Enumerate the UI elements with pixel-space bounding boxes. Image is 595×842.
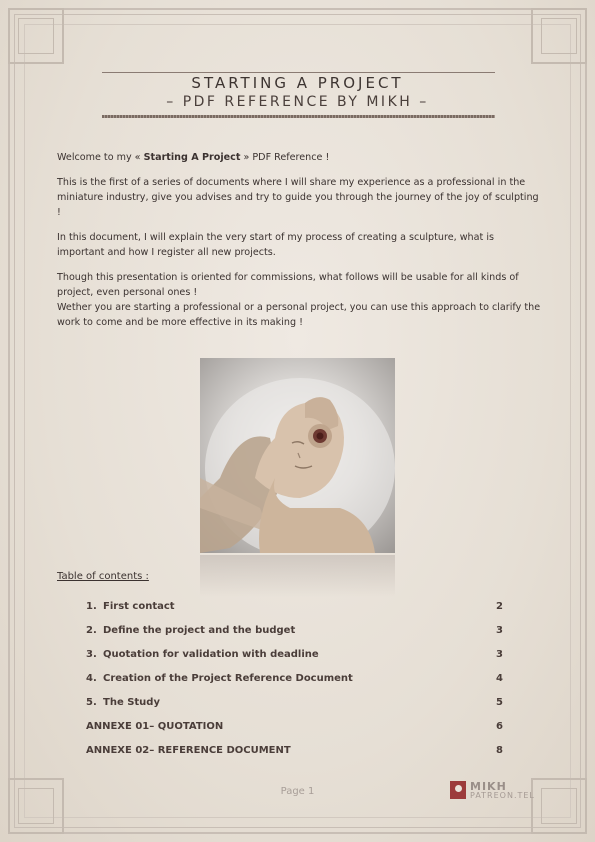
toc-entry[interactable] — [86, 697, 503, 711]
intro-paragraph-welcome: Welcome to my « Starting A Project » PDF Reference ! — [57, 152, 330, 163]
toc-entry-page: 5 — [496, 697, 503, 708]
toc-entry-number: 1. — [86, 601, 97, 612]
intro-paragraph: This is the first of a series of documents where I will share my experience as a professional in the miniature industry, give you advises and try to guide you through the journey of the joy of sculpting ! — [57, 177, 539, 218]
toc-entry-page: 2 — [496, 601, 503, 612]
sculpture-illustration — [200, 358, 395, 553]
header-rule-top — [102, 72, 495, 73]
toc-entry[interactable] — [86, 625, 503, 639]
toc-heading: Table of contents : — [57, 571, 149, 582]
logo-name: MIKH — [470, 780, 507, 793]
logo-mark-icon — [450, 781, 466, 799]
toc-entry-number: 4. — [86, 673, 97, 684]
toc-entry-title: Creation of the Project Reference Document — [103, 673, 353, 684]
toc-entry-title: First contact — [103, 601, 175, 612]
photo-reflection — [200, 555, 395, 597]
sculpture-photo — [200, 358, 395, 553]
intro-text — [57, 150, 542, 340]
toc-entry-number: 2. — [86, 625, 97, 636]
toc-entry-number: 5. — [86, 697, 97, 708]
toc-entry[interactable] — [86, 673, 503, 687]
mikh-logo — [450, 781, 540, 801]
page-number: Page 1 — [280, 786, 315, 797]
toc-annexe-title: ANNEXE 02– REFERENCE DOCUMENT — [86, 745, 291, 756]
corner-ornament — [8, 8, 64, 64]
intro-paragraph: In this document, I will explain the very start of my process of creating a sculpture, what is important and how I register all new projects. — [57, 232, 494, 258]
header-rule-bottom — [102, 115, 495, 118]
toc-annexe[interactable] — [86, 721, 503, 735]
corner-ornament — [531, 8, 587, 64]
toc-entry-page: 4 — [496, 673, 503, 684]
document-title: STARTING A PROJECT — [191, 74, 404, 92]
toc-entry-page: 3 — [496, 625, 503, 636]
intro-paragraph: Wether you are starting a professional or a personal project, you can use this approach to clarify the work to come and be more effective in its making ! — [57, 302, 541, 328]
toc-entry[interactable] — [86, 649, 503, 663]
toc-entry-title: The Study — [103, 697, 160, 708]
toc-annexe[interactable] — [86, 745, 503, 759]
logo-subtext: PATREON.TEL — [470, 791, 535, 800]
toc-annexe-title: ANNEXE 01– QUOTATION — [86, 721, 224, 732]
toc-annexe-page: 6 — [496, 721, 503, 732]
toc-entry-number: 3. — [86, 649, 97, 660]
toc-entry-page: 3 — [496, 649, 503, 660]
document-subtitle: – PDF REFERENCE BY MIKH – — [166, 94, 429, 110]
toc-entry-title: Quotation for validation with deadline — [103, 649, 319, 660]
toc-entry-title: Define the project and the budget — [103, 625, 296, 636]
toc-entry[interactable] — [86, 601, 503, 615]
toc-annexe-page: 8 — [496, 745, 503, 756]
intro-paragraph: Though this presentation is oriented for commissions, what follows will be usable for all kinds of project, even personal ones ! — [57, 272, 519, 298]
